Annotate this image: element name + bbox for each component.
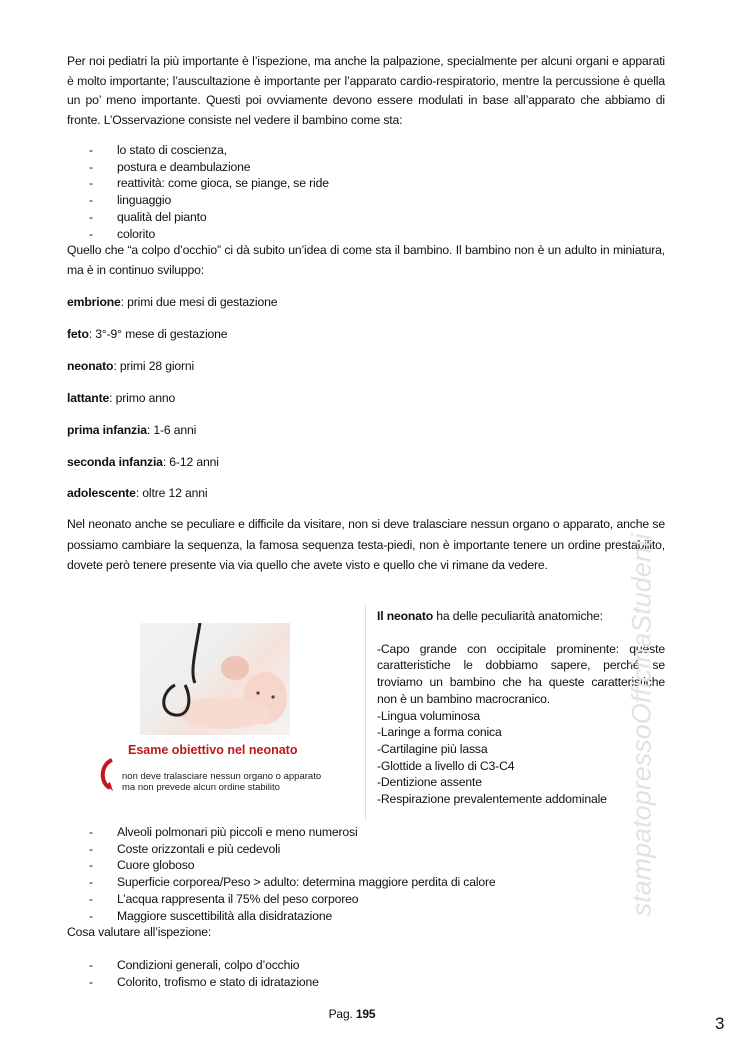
features-lead xyxy=(377,608,665,625)
corner-number: 3 xyxy=(715,1014,725,1033)
anatomy-list xyxy=(67,824,665,941)
page-number: 195 xyxy=(355,1007,376,1021)
features-lead-rest: ha delle peculiarità anatomiche: xyxy=(433,609,603,623)
stage-neonato xyxy=(67,358,194,374)
list-item: - Superficie corporea/Peso > adulto: determina maggiore perdita di calore xyxy=(67,874,665,891)
list-item: - postura e deambulazione xyxy=(67,159,665,176)
glance-text: Quello che “a colpo d’occhio” ci dà subito un’idea di come sta il bambino. Il bambino non è un adulto in miniatura, ma è in continuo sviluppo: xyxy=(67,243,665,277)
figure-caption xyxy=(122,771,321,793)
stage-desc: : 1-6 anni xyxy=(146,423,197,437)
list-item: - colorito xyxy=(67,226,665,243)
feature-item: -Cartilagine più lassa xyxy=(377,741,488,756)
stage-term: adolescente xyxy=(67,486,136,500)
inspection-list xyxy=(67,957,665,990)
stage-desc: : primi 28 giorni xyxy=(113,359,195,373)
stage-desc: : 6-12 anni xyxy=(162,455,219,469)
list-item: - Cuore globoso xyxy=(67,857,665,874)
figure-title: Esame obiettivo nel neonato xyxy=(128,743,298,757)
feature-item: -Respirazione prevalentemente addominale xyxy=(377,792,607,807)
stage-desc: : 3°-9° mese di gestazione xyxy=(88,327,228,341)
stage-desc: : oltre 12 anni xyxy=(135,486,208,500)
list-item: - Coste orizzontali e più cedevoli xyxy=(67,841,665,858)
page-footer xyxy=(0,1007,704,1021)
list-item: - qualità del pianto xyxy=(67,209,665,226)
list-item: - linguaggio xyxy=(67,192,665,209)
stage-term: embrione xyxy=(67,295,121,309)
stage-feto xyxy=(67,326,227,342)
glance-paragraph xyxy=(67,241,665,280)
feature-item: -Dentizione assente xyxy=(377,775,482,790)
stage-term: feto xyxy=(67,327,89,341)
list-item: - Condizioni generali, colpo d’occhio xyxy=(67,957,665,974)
stage-term: neonato xyxy=(67,359,114,373)
intro-paragraph xyxy=(67,52,665,130)
stage-desc: : primo anno xyxy=(109,391,176,405)
stage-adolescente xyxy=(67,485,207,501)
list-item: - lo stato di coscienza, xyxy=(67,142,665,159)
footer-label: Pag. xyxy=(328,1007,356,1021)
stage-term: seconda infanzia xyxy=(67,455,163,469)
observation-list xyxy=(67,142,665,242)
baby-photo xyxy=(140,623,290,735)
figure-caption-line: ma non prevede alcun ordine stabilito xyxy=(122,782,280,793)
watermark: stampatopressoOfficinaStudenti xyxy=(626,533,657,917)
inspection-heading: Cosa valutare all’ispezione: xyxy=(67,925,212,940)
stage-lattante xyxy=(67,390,175,406)
stage-term: lattante xyxy=(67,391,110,405)
newborn-exam-figure xyxy=(88,605,364,820)
list-item: - Maggiore suscettibilità alla disidratazione xyxy=(67,908,665,925)
list-item: - L’acqua rappresenta il 75% del peso corporeo xyxy=(67,891,665,908)
stage-embrione xyxy=(67,294,277,310)
newborn-paragraph xyxy=(67,514,665,576)
curved-arrow-icon xyxy=(98,757,116,793)
stage-seconda-infanzia xyxy=(67,454,219,470)
stage-desc: : primi due mesi di gestazione xyxy=(120,295,278,309)
feature-item: -Laringe a forma conica xyxy=(377,725,502,740)
stage-prima-infanzia xyxy=(67,422,196,438)
list-item: - reattività: come gioca, se piange, se ride xyxy=(67,175,665,192)
divider xyxy=(365,605,366,820)
newborn-text: Nel neonato anche se peculiare e difficile da visitare, non si deve tralasciare nessun organo o apparato, anche se possiamo cambiare la sequenza, la famosa sequenza testa-piedi, non è importante tenere un ordine prestabilito, dovete però tenere presente via via quello che avete visto e quello che vi rimane da vedere. xyxy=(67,517,665,572)
figure-caption-line: non deve tralasciare nessun organo o apparato xyxy=(122,771,322,782)
list-item: - Colorito, trofismo e stato di idratazione xyxy=(67,974,665,991)
features-lead-bold: Il neonato xyxy=(377,609,434,623)
feature-item: -Glottide a livello di C3-C4 xyxy=(377,758,515,773)
stage-term: prima infanzia xyxy=(67,423,147,437)
intro-text: Per noi pediatri la più importante è l’ispezione, ma anche la palpazione, specialmente per alcuni organi e apparati è molto importante; l’auscultazione è importante per l’apparato cardio-respiratorio, mentre la percussione è quella un po’ meno importante. Questi poi ovviamente devono essere modulati in base all’apparato che abbiamo di fronte. L’Osservazione consiste nel vedere il bambino come sta: xyxy=(67,54,665,127)
feature-head: -Capo grande con occipitale prominente: queste caratteristiche le dobbiamo sapere, perché se troviamo un bambino che ha queste caratteristiche non è un bambino macrocranico. xyxy=(377,641,665,706)
newborn-features xyxy=(377,608,665,808)
stethoscope-icon xyxy=(140,623,290,735)
list-item: - Alveoli polmonari più piccoli e meno numerosi xyxy=(67,824,665,841)
feature-item: -Lingua voluminosa xyxy=(377,708,480,723)
